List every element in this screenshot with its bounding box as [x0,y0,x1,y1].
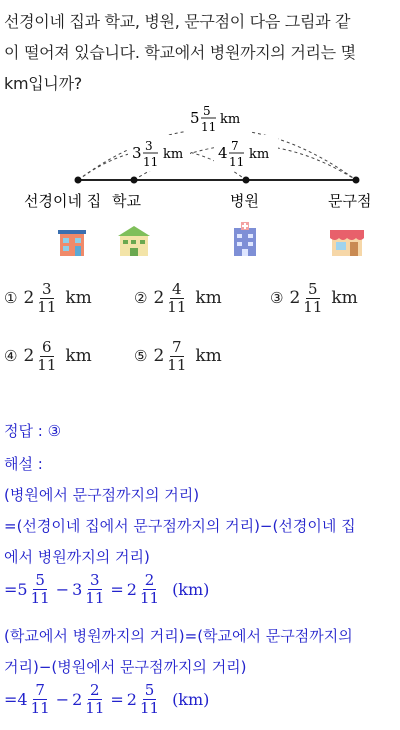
explanation-heading: 해설 : [4,455,43,473]
eq-unit: (km) [172,690,210,709]
choice-num: 5 [308,279,318,298]
eq-num: 2 [90,681,100,699]
eq-sign: = [4,690,18,709]
eq-minus: − [55,580,70,599]
choice-num: 3 [42,279,52,298]
choice-den: 11 [303,297,323,316]
answer-choices [0,272,400,382]
choice-1[interactable] [4,276,92,320]
eq-whole: 2 [126,580,137,599]
choice-den: 11 [167,355,187,374]
choice-unit: km [331,288,358,308]
question-line-3: km입니까? [4,74,82,93]
eq-equals: = [110,580,124,599]
outer-den: 11 [201,120,217,134]
outer-unit: km [220,112,241,127]
eq-sign: = [4,580,18,599]
question-text [4,6,396,99]
choice-num: 6 [42,337,52,356]
choice-5[interactable] [134,334,222,378]
eq-equals: = [110,690,124,709]
eq-den: 11 [139,699,160,717]
explanation-line-4: (학교에서 병원까지의 거리)=(학교에서 문구점까지의 [4,627,353,645]
outer-whole: 5 [190,109,200,127]
choice-mark: ④ [4,347,18,365]
question-line-1: 선경이네 집과 학교, 병원, 문구점이 다음 그림과 같 [4,12,351,31]
label-school: 학교 [112,192,141,210]
distance-diagram [0,98,400,268]
choice-whole: 2 [23,346,35,366]
answer-line: 정답 : ③ [4,422,62,440]
choice-den: 11 [37,297,57,316]
outer-num: 5 [203,104,211,118]
choice-unit: km [195,288,222,308]
choice-unit: km [65,288,92,308]
choice-unit: km [195,346,222,366]
equation-2 [4,682,209,717]
point-home [75,177,82,184]
left-den: 11 [143,155,159,169]
eq-whole: 3 [72,580,83,599]
point-school [131,177,138,184]
eq-num: 5 [35,571,45,589]
question-line-2: 이 떨어져 있습니다. 학교에서 병원까지의 거리는 몇 [4,43,356,62]
label-store: 문구점 [328,192,372,210]
left-whole: 3 [132,144,142,162]
right-unit: km [249,147,270,162]
choice-whole: 2 [289,288,301,308]
choice-num: 4 [172,279,182,298]
hospital-icon [234,222,256,256]
label-home: 선경이네 집 [24,192,102,210]
left-unit: km [163,147,184,162]
right-whole: 4 [218,144,228,162]
eq-den: 11 [139,589,160,607]
choice-mark: ③ [270,289,284,307]
left-num: 3 [145,139,153,153]
house-icon [58,230,86,256]
choice-mark: ① [4,289,18,307]
eq-num: 3 [90,571,100,589]
eq-num: 7 [35,681,45,699]
right-den: 11 [229,155,245,169]
eq-whole: 2 [126,690,137,709]
eq-unit: (km) [172,580,210,599]
eq-whole: 2 [72,690,83,709]
label-hospital: 병원 [230,192,259,210]
choice-den: 11 [167,297,187,316]
eq-minus: − [55,690,70,709]
choice-whole: 2 [23,288,35,308]
choice-2[interactable] [134,276,222,320]
eq-num: 2 [144,571,155,589]
choice-mark: ② [134,289,148,307]
right-num: 7 [231,139,239,153]
choice-den: 11 [37,355,57,374]
store-icon [330,230,364,256]
choice-4[interactable] [4,334,92,378]
eq-whole: 5 [17,580,28,599]
explanation-line-2: =(선경이네 집에서 문구점까지의 거리)−(선경이네 집 [4,517,356,535]
eq-den: 11 [30,589,50,607]
eq-den: 11 [85,589,105,607]
eq-num: 5 [144,681,155,699]
choice-mark: ⑤ [134,347,148,365]
choice-whole: 2 [153,288,165,308]
point-hospital [243,177,250,184]
explanation-line-3: 에서 병원까지의 거리) [4,548,150,566]
point-store [353,177,360,184]
eq-whole: 4 [17,690,28,709]
choice-whole: 2 [153,346,165,366]
eq-den: 11 [30,699,50,717]
explanation-line-5: 거리)−(병원에서 문구점까지의 거리) [4,658,247,676]
eq-den: 11 [85,699,105,717]
choice-num: 7 [172,337,182,356]
choice-unit: km [65,346,92,366]
school-icon [118,226,150,256]
equation-1 [4,572,209,607]
choice-3[interactable] [270,276,358,320]
explanation-line-1: (병원에서 문구점까지의 거리) [4,486,200,504]
